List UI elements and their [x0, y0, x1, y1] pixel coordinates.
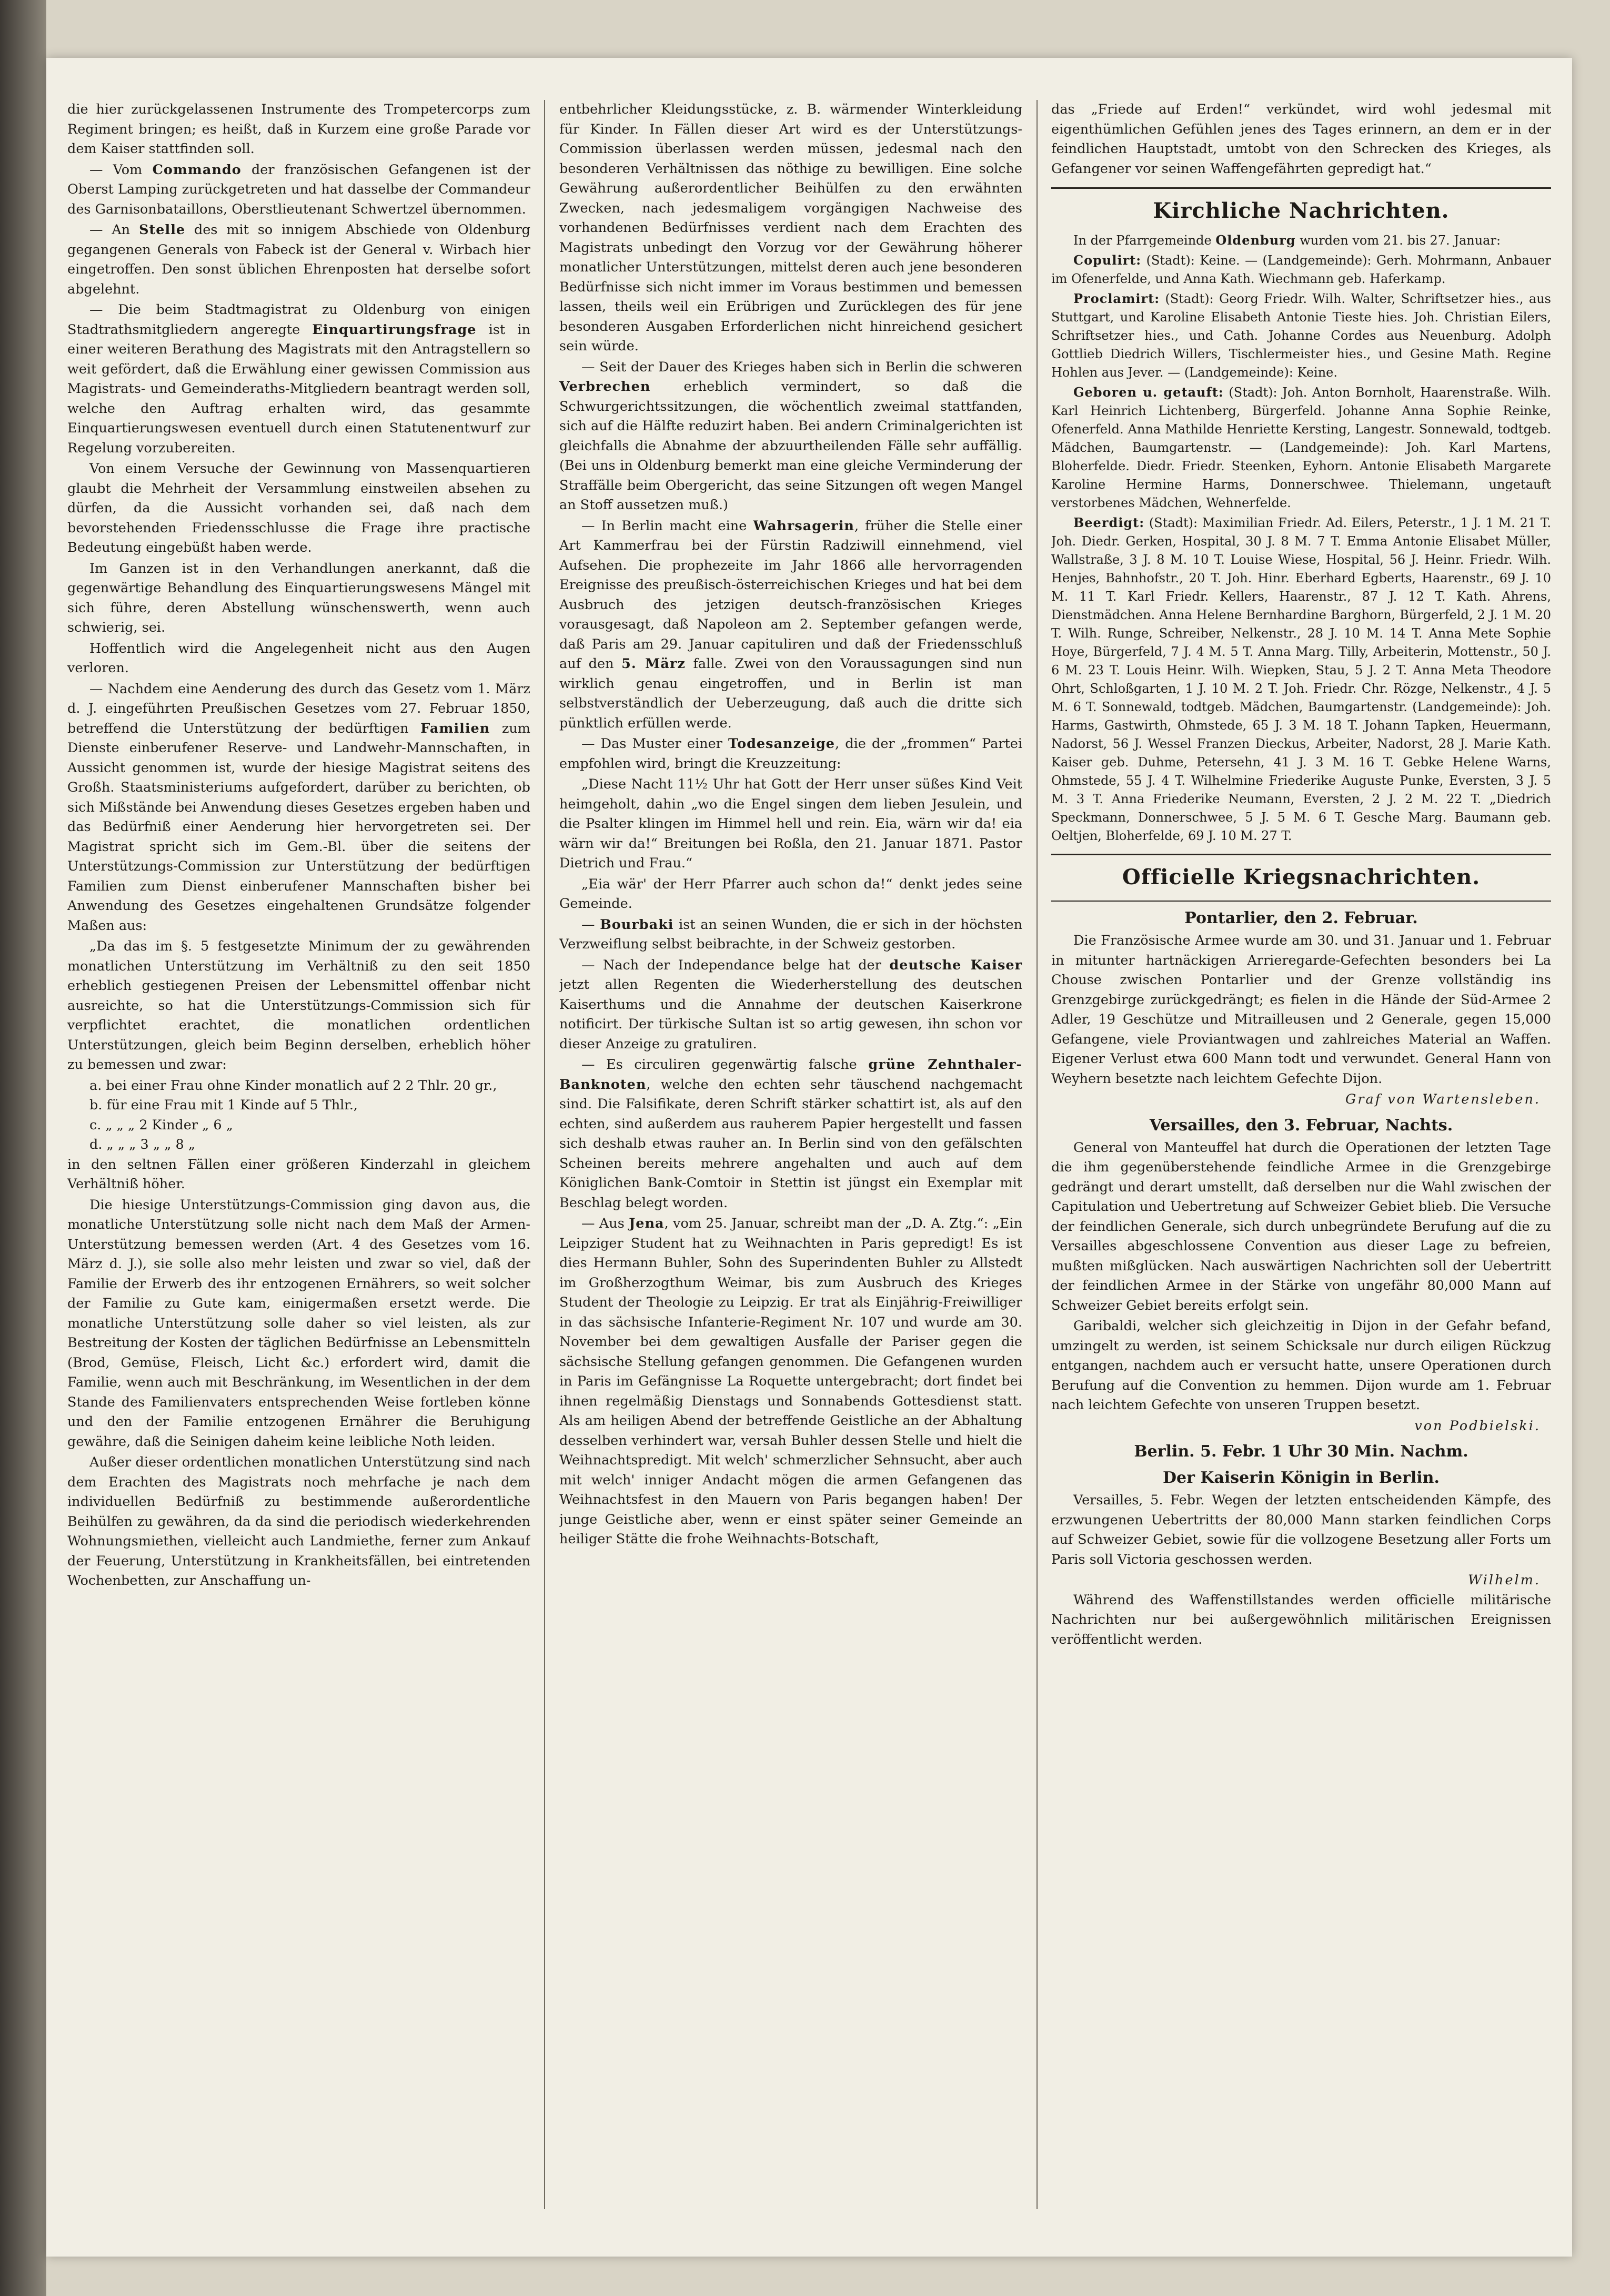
paragraph: Im Ganzen ist in den Verhandlungen anerkannt, daß die gegenwärtige Behandlung des Einquartierungswesens Mängel mit sich führe, deren Abstellung wünschenswerth, wenn auch schwierig, sei.	[67, 560, 530, 635]
dateline: Versailles, den 3. Februar, Nachts.	[1149, 1116, 1453, 1135]
support-rate-list	[67, 1076, 530, 1155]
book-spine	[0, 0, 46, 2296]
dateline: Der Kaiserin Königin in Berlin.	[1163, 1469, 1440, 1487]
paragraph: — An Stelle des mit so innigem Abschiede von Oldenburg gegangenen Generals von Fabeck ist der General v. Wirbach hier eingetroffen. Den sonst üblichen Ehrenposten hat derselbe sofort abgelehnt.	[67, 222, 530, 297]
paragraph: Außer dieser ordentlichen monatlichen Unterstützung sind nach dem Erachten des Magistrats noch mehrfache je nach dem individuellen Bedürfniß zu bestimmende außerordentliche Beihülfen zu gewähren, da da sind die periodisch wiederkehrenden Wohnungsmiethen, vielleicht auch Landmiethe, ferner zum Ankauf der Feuerung, Unterstützung in Krankheitsfällen, bei eintretenden Wochenbetten, zur Anschaffung un-	[67, 1454, 530, 1589]
signature: von Podbielski.	[1414, 1418, 1541, 1434]
paragraph: — Seit der Dauer des Krieges haben sich in Berlin die schweren Verbrechen erheblich vermindert, so daß die Schwurgerichtssitzungen, die wöchentlich zweimal stattfanden, sich auf die Hälfte reduzirt haben. Bei andern Criminalgerichten ist gleichfalls die Abnahme der abzuurtheilenden Fälle sehr auffällig. (Bei uns in Oldenburg bemerkt man eine gleiche Verminderung der Straffälle beim Obergericht, das seine Sitzungen oft wegen Mangel an Stoff aussetzen muß.)	[559, 359, 1022, 513]
paragraph: — Aus Jena, vom 25. Januar, schreibt man der „D. A. Ztg.“: „Ein Leipziger Student hat zu Weihnachten in Paris gepredigt! Es ist dies Hermann Buhler, Sohn des Superindenten Buhler zu Allstedt im Großherzogthum Weimar, bis zum Ausbruch des Krieges Student der Theologie zu Leipzig. Er trat als Einjährig-Freiwilliger in das sächsische Infanterie-Regiment Nr. 107 und wurde am 30. November bei dem gewaltigen Ausfalle der Pariser gegen die sächsische Stellung gefangen genommen. Die Gefangenen wurden in Paris im Gefängnisse La Roquette untergebracht; dort findet bei ihnen regelmäßig Dienstags und Sonnabends Gottesdienst statt. Als am heiligen Abend der betreffende Geistliche an der Abhaltung desselben verhindert war, versah Buhler dessen Stelle und hielt die Weihnachtspredigt. Mit welch' schmerzlicher Sehnsucht, aber auch mit welch' inniger Andacht mögen die armen Gefangenen das Weihnachtsfest in den Mauern von Paris begangen haben! Der junge Geistliche aber, wenn er einst später seiner Gemeinde an heiliger Stätte die frohe Weihnachts-Botschaft,	[559, 1216, 1022, 1547]
paragraph: Beerdigt: (Stadt): Maximilian Friedr. Ad. Eilers, Peterstr., 1 J. 1 M. 21 T. Joh. Diedr. Gerken, Hospital, 30 J. 8 M. 7 T. Emma Antonie Elisabet Müller, Wallstraße, 3 J. 8 M. 10 T. Louise Wiese, Hospital, 56 J. Heinr. Friedr. Wilh. Henjes, Bahnhofstr., 20 T. Joh. Hinr. Eberhard Egberts, Haarenstr., 69 J. 10 M. 11 T. Karl Friedr. Kellers, Haarenstr., 87 J. 12 T. Kath. Ahrens, Dienstmädchen. Anna Helene Bernhardine Barghorn, Bürgerfeld, 2 J. 1 M. 20 T. Wilh. Runge, Schreiber, Nelkenstr., 28 J. 10 M. 14 T. Anna Mete Sophie Hoye, Bürgerfeld, 7 J. 4 M. 5 T. Anna Marg. Tilly, Arbeiterin, Mottenstr., 50 J. 6 M. 23 T. Louis Heinr. Wilh. Wiepken, Stau, 5 J. 2 T. Anna Meta Theodore Ohrt, Schloßgarten, 1 J. 10 M. 2 T. Joh. Friedr. Chr. Rözge, Nelkenstr., 4 J. 5 M. 6 T. Sonnewald, todtgeb. Mädchen, Baumgartenstr. (Landgemeinde): Joh. Harms, Gastwirth, Ohmstede, 65 J. 3 M. 18 T. Johann Tapken, Heuermann, Nadorst, 56 J. Wessel Franzen Dieckus, Arbeiter, Nadorst, 28 J. Marie Kath. Kaiser geb. Duhme, Petersehn, 41 J. 3 M. 16 T. Gebke Helene Warns, Ohmstede, 55 J. 4 T. Wilhelmine Friederike Auguste Punke, Eversten, 3 J. 5 M. 3 T. Anna Friederike Neumann, Eversten, 2 J. 2 M. 22 T. „Diedrich Speckmann, Donnerschwee, 5 J. 5 M. 6 T. Gesche Marg. Baumann geb. Oeltjen, Bloherfelde, 69 J. 10 M. 27 T.	[1051, 515, 1551, 843]
section-divider	[1051, 187, 1551, 189]
column-rule	[1037, 100, 1038, 2209]
paragraph: Von einem Versuche der Gewinnung von Massenquartieren glaubt die Mehrheit der Versammlung einstweilen absehen zu dürfen, da die Aussicht vorhanden sei, daß nach dem bevorstehenden Friedensschlusse die Frage ihre practische Bedeutung eingebüßt haben werde.	[67, 461, 530, 555]
paragraph: Garibaldi, welcher sich gleichzeitig in Dijon in der Gefahr befand, umzingelt zu werden, ist seinem Schicksale nur durch eiligen Rückzug entgangen, nachdem auch er versucht hatte, unsere Operationen durch Berufung auf die Convention zu hemmen. Dijon wurde am 1. Februar nach leichtem Gefechte von unseren Truppen besetzt.	[1051, 1318, 1551, 1413]
paragraph: General von Manteuffel hat durch die Operationen der letzten Tage die ihm gegenüberstehende feindliche Armee in die Grenzgebirge gedrängt und derart umstellt, daß derselben nur die Wahl zwischen der Capitulation und Uebertretung auf Schweizer Gebiet blieb. Die Versuche der feindlichen Generale, sich durch unbegründete Berufung auf die zu Versailles abgeschlossene Convention aus dieser Lage zu befreien, mußten mißglücken. Nach auswärtigen Nachrichten soll der Uebertritt der feindlichen Armee in der Stärke von ungefähr 80,000 Mann auf Schweizer Gebiet bereits erfolgt sein.	[1051, 1139, 1551, 1313]
list-item: b. für eine Frau mit 1 Kinde auf 5 Thlr.,	[89, 1097, 358, 1113]
quotation: „Diese Nacht 11½ Uhr hat Gott der Herr unser süßes Kind Veit heimgeholt, dahin „wo die Engel singen dem lieben Jesulein, und die Psalter klingen im Himmel hell und rein. Eia, wärn wir da! eia wärn wir da!“ Breitungen bei Roßla, den 21. Januar 1871. Pastor Dietrich und Frau.“	[559, 776, 1022, 871]
paragraph: Copulirt: (Stadt): Keine. — (Landgemeinde): Gerh. Mohrmann, Anbauer im Ofenerfelde, und Anna Kath. Wiechmann geb. Haferkamp.	[1051, 252, 1551, 286]
paragraph: Versailles, 5. Febr. Wegen der letzten entscheidenden Kämpfe, des erzwungenen Uebertritts der 80,000 Mann starken feindlichen Corps auf Schweizer Gebiet, sowie für die vollzogene Besetzung aller Forts um Paris soll Victoria geschossen werden.	[1051, 1492, 1551, 1567]
war-news-heading: Officielle Kriegsnachrichten.	[1122, 865, 1481, 889]
paragraph: das „Friede auf Erden!“ verkündet, wird wohl jedesmal mit eigenthümlichen Gefühlen jenes des Tages erinnern, an dem er in der feindlichen Hauptstadt, umtobt von den Schrecken des Krieges, als Gefangener vor seinen Waffengefährten gepredigt hat.“	[1051, 102, 1551, 177]
paragraph: — Das Muster einer Todesanzeige, die der „frommen“ Partei empfohlen wird, bringt die Kreuzzeitung:	[559, 736, 1022, 772]
paragraph: — Es circuliren gegenwärtig falsche grüne Zehnthaler-Banknoten, welche den echten sehr täuschend nachgemacht sind. Die Falsifikate, deren Schrift stärker schattirt ist, als auf den echten, sind außerdem aus rauherem Papier hergestellt und fassen sich deshalb etwas rauher an. In Berlin sind von den gefälschten Scheinen bereits mehrere angehalten und auch auf dem Königlichen Bank-Comtoir in Stettin ist jüngst ein Exemplar mit Beschlag belegt worden.	[559, 1057, 1022, 1211]
list-item: d. „ „ „ 3 „ „ 8 „	[89, 1137, 195, 1152]
paragraph: — In Berlin macht eine Wahrsagerin, früher die Stelle einer Art Kammerfrau bei der Fürstin Radziwill einnehmend, viel Aufsehen. Die prophezeite im Jahr 1866 alle hervorragenden Ereignisse des preußisch-österreichischen Krieges und hat bei dem Ausbruch des jetzigen deutsch-französischen Krieges vorausgesagt, daß Napoleon am 2. September gefangen werde, daß Paris am 29. Januar capituliren und daß der Friedensschluß auf den 5. März falle. Zwei von den Voraussagungen sind nun wirklich genau eingetroffen, und in Berlin ist man selbstverständlich der Ueberzeugung, daß auch die dritte sich pünktlich erfüllen werde.	[559, 518, 1022, 731]
dateline: Pontarlier, den 2. Februar.	[1184, 909, 1418, 927]
column-middle	[559, 100, 1022, 2214]
column-left	[67, 100, 530, 2214]
paragraph: „Da das im §. 5 festgesetzte Minimum der zu gewährenden monatlichen Unterstützung im Verhältniß zu den seit 1850 erheblich gestiegenen Preisen der Lebensmittel offenbar nicht ausreichte, so hat die Unterstützungs-Commission sich für verpflichtet erachtet, die monatlichen ordentlichen Unterstützungen, gleich beim Beginn derselben, erheblich höher zu bemessen und zwar:	[67, 938, 530, 1073]
column-right	[1051, 100, 1551, 2214]
newspaper-page	[46, 58, 1572, 2257]
list-item: c. „ „ „ 2 Kinder „ 6 „	[89, 1117, 233, 1133]
column-rule	[544, 100, 545, 2209]
paragraph: „Eia wär' der Herr Pfarrer auch schon da!“ denkt jedes seine Gemeinde.	[559, 876, 1022, 912]
church-news-heading: Kirchliche Nachrichten.	[1153, 198, 1450, 223]
paragraph: Die hiesige Unterstützungs-Commission ging davon aus, die monatliche Unterstützung solle nicht nach dem Maß der Armen-Unterstützung bemessen werden (Art. 4 des Gesetzes vom 16. März d. J.), sie solle also mehr leisten und zwar so viel, daß der Familie der Erwerb des ihr entzogenen Ernährers, so weit solcher der Familie zu Gute kam, einigermaßen ersetzt werde. Die monatliche Unterstützung solle daher so viel leisten, als zur Bestreitung der Kosten der täglichen Bedürfnisse an Lebensmitteln (Brod, Gemüse, Fleisch, Licht &c.) erfordert wird, damit die Familie, wenn auch mit Beschränkung, im Wesentlichen in der dem Stande des Familienvaters entsprechenden Weise fortleben könne und den der Familie entzogenen Ernährer die Beruhigung gewähre, daß die Seinigen daheim keine leibliche Noth leiden.	[67, 1197, 530, 1450]
paragraph: Während des Waffenstillstandes werden officielle militärische Nachrichten nur bei außergewöhnlich militärischen Ereignissen veröffentlicht werden.	[1051, 1592, 1551, 1647]
section-divider	[1051, 854, 1551, 855]
dateline: Berlin. 5. Febr. 1 Uhr 30 Min. Nachm.	[1134, 1442, 1468, 1461]
paragraph: die hier zurückgelassenen Instrumente des Trompetercorps zum Regiment bringen; es heißt, daß in Kurzem eine große Parade vor dem Kaiser stattfinden soll.	[67, 102, 530, 157]
section-divider	[1051, 901, 1551, 902]
paragraph: — Vom Commando der französischen Gefangenen ist der Oberst Lamping zurückgetreten und hat dasselbe der Commandeur des Garnisonbataillons, Oberstlieutenant Schwertzel übernommen.	[67, 161, 530, 217]
paragraph: in den seltnen Fällen einer größeren Kinderzahl in gleichem Verhältniß höher.	[67, 1156, 530, 1192]
paragraph: Die Französische Armee wurde am 30. und 31. Januar und 1. Februar in mitunter hartnäckigen Arrieregarde-Gefechten besonders bei La Chouse zwischen Pontarlier und der Grenze vollständig ins Grenzgebirge zurückgedrängt; es fielen in die Hände der Süd-Armee 2 Adler, 19 Geschütze und Mitrailleusen und 2 Generale, gegen 15,000 Gefangene, viele Proviantwagen und zahlreiches Material an Waffen. Eigener Verlust etwa 600 Mann todt und verwundet. General Hann von Weyhern besetzte nach leichtem Gefechte Dijon.	[1051, 933, 1551, 1087]
paragraph: — Die beim Stadtmagistrat zu Oldenburg von einigen Stadtrathsmitgliedern angeregte Einquartirungsfrage ist in einer weiteren Berathung des Magistrats mit den Antragstellern so weit gefördert, daß die Erwählung einer gewissen Commission aus Magistrats- und Gemeinderaths-Mitgliedern beantragt werden soll, welche den Auftrag erhalten wird, das gesammte Einquartierungswesen eventuell durch einen Statutenentwurf zur Regelung vorzubereiten.	[67, 302, 530, 456]
paragraph: Hoffentlich wird die Angelegenheit nicht aus den Augen verloren.	[67, 640, 530, 676]
paragraph: Proclamirt: (Stadt): Georg Friedr. Wilh. Walter, Schriftsetzer hies., aus Stuttgart, und Karoline Elisabeth Antonie Tieste hies. Joh. Christian Eilers, Schriftsetzer hies., und Cath. Johanne Cordes aus Neuenburg. Adolph Gottlieb Diedrich Willers, Tischlermeister hies., und Gesine Math. Regine Hohlen aus Jever. — (Landgemeinde): Keine.	[1051, 291, 1551, 380]
list-item: a. bei einer Frau ohne Kinder monatlich auf 2 2 Thlr. 20 gr.,	[89, 1077, 497, 1094]
paragraph: — Nachdem eine Aenderung des durch das Gesetz vom 1. März d. J. eingeführten Preußischen Gesetzes vom 27. Februar 1850, betreffend die Unterstützung der bedürftigen Familien zum Dienste einberufener Reserve- und Landwehr-Mannschaften, in Aussicht genommen ist, wurde der hiesige Magistrat seitens des Großh. Staatsministeriums aufgefordert, darüber zu berichten, ob sich Mißstände bei Anwendung dieses Gesetzes ergeben haben und das Bedürfniß einer Aenderung hier hervorgetreten sei. Der Magistrat spricht sich im Gem.-Bl. über die seitens der Unterstützungs-Commission zur Unterstützung der bedürftigen Familien zum Dienst einberufener Mannschaften bisher bei Anwendung des Gesetzes eingehaltenen Grundsätze folgender Maßen aus:	[67, 681, 530, 934]
paragraph: entbehrlicher Kleidungsstücke, z. B. wärmender Winterkleidung für Kinder. In Fällen dieser Art wird es der Unterstützungs-Commission überlassen werden müssen, jedesmal nach den besonderen Verhältnissen das nöthige zu bewilligen. Eine solche Gewährung außerordentlicher Beihülfen zu den erwähnten Zwecken, nach jedesmaligem vorgängigen Nachweise des vorhandenen Bedürfnisses verdient nach dem Erachten des Magistrats unbedingt den Vorzug vor der Gewährung höherer monatlicher Unterstützungen, mittelst deren auch jene besonderen Bedürfnisse sich nicht immer im Voraus bestimmen und bemessen lassen, theils weil ein Erübrigen und Zurücklegen des für jene besonderen Ausgaben Erforderlichen nicht hinreichend gesichert sein würde.	[559, 102, 1022, 354]
paragraph: In der Pfarrgemeinde Oldenburg wurden vom 21. bis 27. Januar:	[1073, 232, 1501, 248]
signature: Graf von Wartensleben.	[1345, 1091, 1541, 1107]
signature: Wilhelm.	[1467, 1572, 1541, 1588]
paragraph: — Bourbaki ist an seinen Wunden, die er sich in der höchsten Verzweiflung selbst beibrachte, in der Schweiz gestorben.	[559, 916, 1022, 952]
paragraph: Geboren u. getauft: (Stadt): Joh. Anton Bornholt, Haarenstraße. Wilh. Karl Heinrich Lichtenberg, Bürgerfeld. Johanne Anna Sophie Reinke, Ofenerfeld. Anna Mathilde Henriette Kersting, Langestr. Sonnewald, todtgeb. Mädchen, Baumgartenstr. — (Landgemeinde): Joh. Karl Martens, Bloherfelde. Diedr. Friedr. Steenken, Eyhorn. Antonie Elisabeth Margarete Karoline Hermine Harms, Donnerschwee. Thielemann, ungetauft verstorbenes Mädchen, Wehnerfelde.	[1051, 385, 1551, 510]
paragraph: — Nach der Independance belge hat der deutsche Kaiser jetzt allen Regenten die Wiederherstellung des deutschen Kaiserthums und die Annahme der deutschen Kaiserkrone notificirt. Der türkische Sultan ist so artig gewesen, ihn schon vor dieser Anzeige zu gratuliren.	[559, 957, 1022, 1052]
